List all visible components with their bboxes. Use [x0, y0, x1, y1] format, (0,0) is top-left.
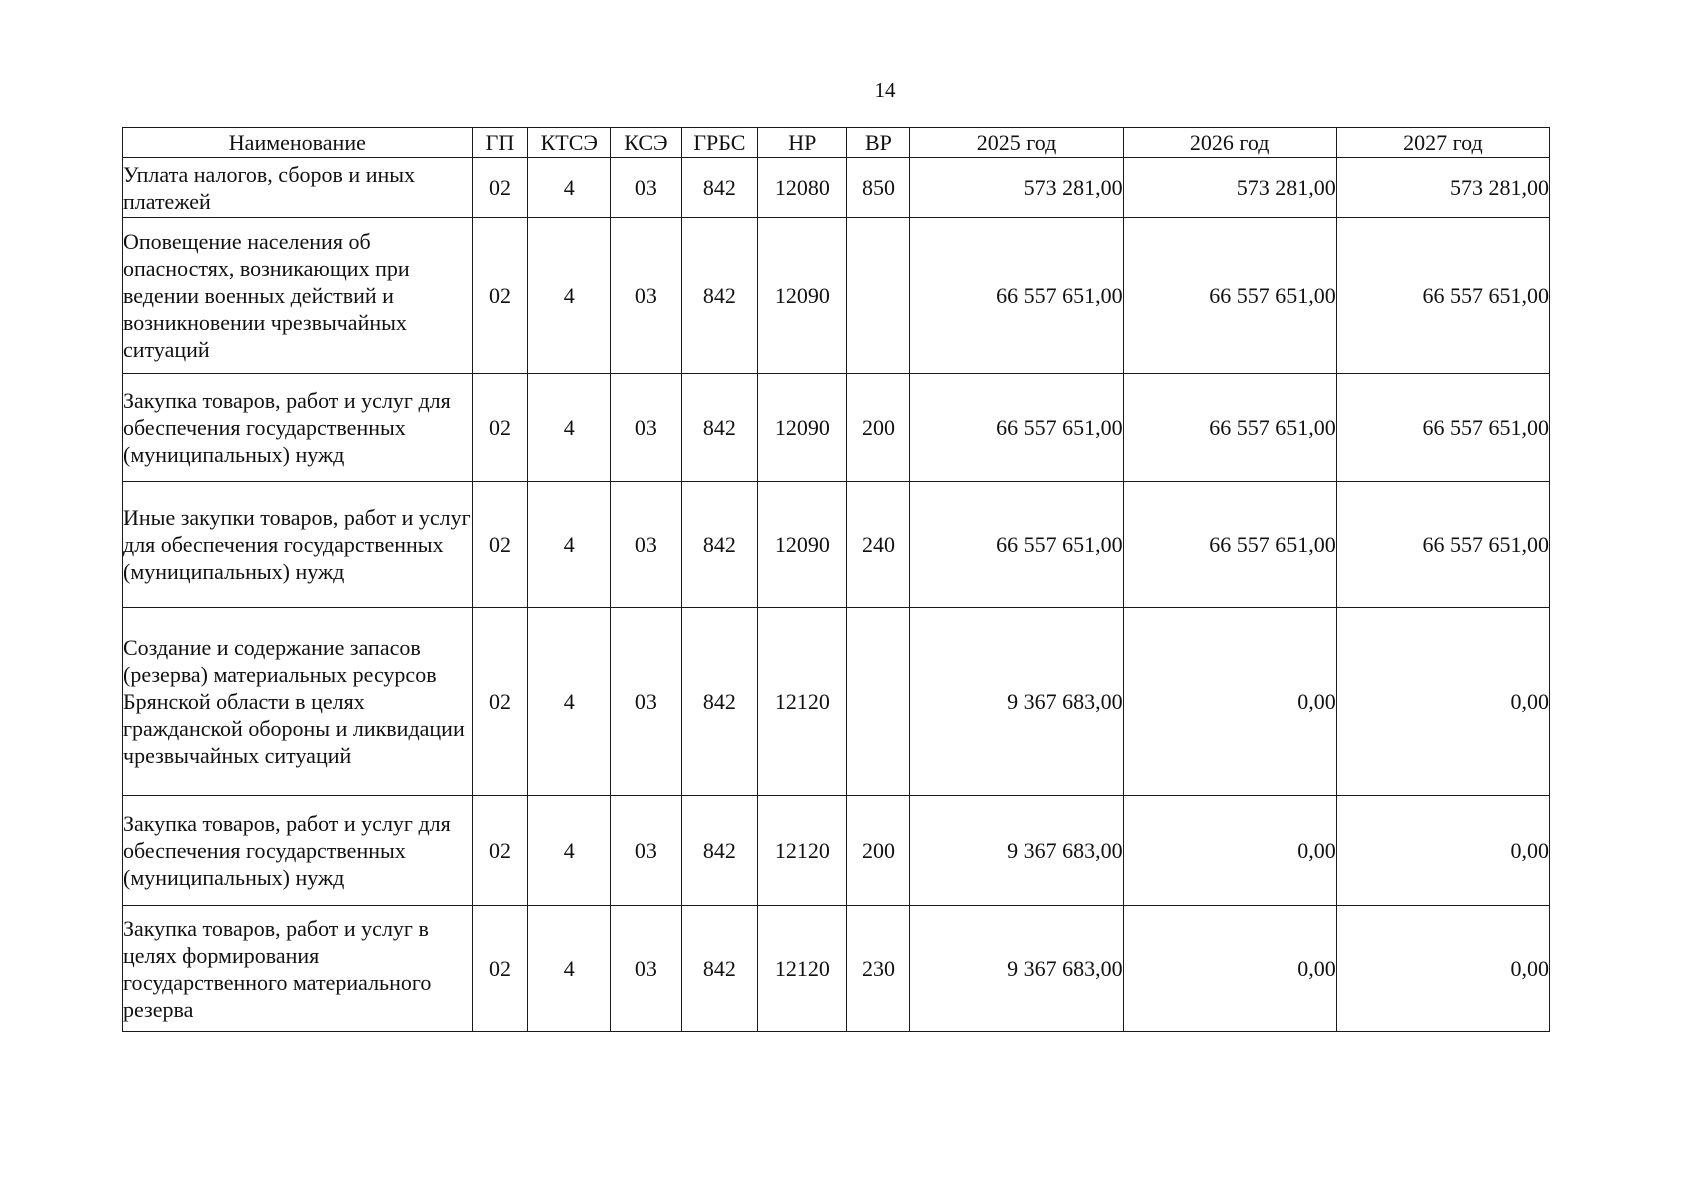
- cell-gp: 02: [472, 906, 528, 1032]
- header-2026: 2026 год: [1123, 128, 1336, 158]
- cell-gp: 02: [472, 482, 528, 608]
- table-row: [123, 482, 1550, 608]
- cell-2025: 9 367 683,00: [910, 906, 1123, 1032]
- cell-2027: 0,00: [1336, 608, 1549, 796]
- cell-2026: 0,00: [1123, 608, 1336, 796]
- cell-nr: 12090: [758, 218, 847, 374]
- cell-grbs: 842: [681, 374, 758, 482]
- cell-nr: 12120: [758, 906, 847, 1032]
- header-ktse: КТСЭ: [528, 128, 611, 158]
- cell-vr: 200: [847, 374, 910, 482]
- cell-vr: 240: [847, 482, 910, 608]
- cell-name: Закупка товаров, работ и услуг для обеспечения государственных (муниципальных) нужд: [123, 796, 473, 906]
- cell-vr: [847, 218, 910, 374]
- cell-2027: 0,00: [1336, 796, 1549, 906]
- cell-name: Оповещение населения об опасностях, возникающих при ведении военных действий и возникновении чрезвычайных ситуаций: [123, 218, 473, 374]
- table-body: [123, 158, 1550, 1032]
- cell-ktse: 4: [528, 906, 611, 1032]
- cell-kse: 03: [611, 482, 681, 608]
- cell-ktse: 4: [528, 158, 611, 218]
- cell-gp: 02: [472, 796, 528, 906]
- cell-nr: 12120: [758, 796, 847, 906]
- table-row: [123, 158, 1550, 218]
- table-row: [123, 608, 1550, 796]
- cell-vr: 850: [847, 158, 910, 218]
- table-row: [123, 374, 1550, 482]
- budget-table: [122, 127, 1550, 1032]
- cell-grbs: 842: [681, 482, 758, 608]
- cell-ktse: 4: [528, 218, 611, 374]
- header-grbs: ГРБС: [681, 128, 758, 158]
- cell-grbs: 842: [681, 158, 758, 218]
- cell-name: Иные закупки товаров, работ и услуг для обеспечения государственных (муниципальных) нужд: [123, 482, 473, 608]
- cell-2026: 66 557 651,00: [1123, 482, 1336, 608]
- cell-name: Создание и содержание запасов (резерва) материальных ресурсов Брянской области в целях гражданской обороны и ликвидации чрезвычайных ситуаций: [123, 608, 473, 796]
- header-row: [123, 128, 1550, 158]
- cell-2026: 0,00: [1123, 906, 1336, 1032]
- cell-ktse: 4: [528, 796, 611, 906]
- table-row: [123, 218, 1550, 374]
- cell-kse: 03: [611, 158, 681, 218]
- cell-ktse: 4: [528, 374, 611, 482]
- cell-2025: 66 557 651,00: [910, 374, 1123, 482]
- cell-kse: 03: [611, 374, 681, 482]
- cell-vr: 230: [847, 906, 910, 1032]
- cell-2027: 0,00: [1336, 906, 1549, 1032]
- cell-2025: 66 557 651,00: [910, 482, 1123, 608]
- cell-2026: 573 281,00: [1123, 158, 1336, 218]
- cell-gp: 02: [472, 218, 528, 374]
- header-gp: ГП: [472, 128, 528, 158]
- cell-2027: 66 557 651,00: [1336, 218, 1549, 374]
- cell-ktse: 4: [528, 482, 611, 608]
- header-2027: 2027 год: [1336, 128, 1549, 158]
- cell-vr: 200: [847, 796, 910, 906]
- cell-nr: 12120: [758, 608, 847, 796]
- cell-grbs: 842: [681, 218, 758, 374]
- cell-name: Закупка товаров, работ и услуг для обеспечения государственных (муниципальных) нужд: [123, 374, 473, 482]
- cell-ktse: 4: [528, 608, 611, 796]
- table-row: [123, 906, 1550, 1032]
- cell-2025: 9 367 683,00: [910, 796, 1123, 906]
- cell-kse: 03: [611, 608, 681, 796]
- cell-gp: 02: [472, 374, 528, 482]
- header-kse: КСЭ: [611, 128, 681, 158]
- cell-gp: 02: [472, 608, 528, 796]
- cell-nr: 12090: [758, 482, 847, 608]
- cell-2026: 66 557 651,00: [1123, 374, 1336, 482]
- table-header: [123, 128, 1550, 158]
- cell-name: Закупка товаров, работ и услуг в целях формирования государственного материального резерва: [123, 906, 473, 1032]
- cell-2027: 66 557 651,00: [1336, 482, 1549, 608]
- page-number: 14: [874, 78, 896, 102]
- cell-2026: 0,00: [1123, 796, 1336, 906]
- cell-2027: 66 557 651,00: [1336, 374, 1549, 482]
- header-name: Наименование: [123, 128, 473, 158]
- cell-2025: 573 281,00: [910, 158, 1123, 218]
- cell-2025: 9 367 683,00: [910, 608, 1123, 796]
- cell-kse: 03: [611, 796, 681, 906]
- cell-grbs: 842: [681, 906, 758, 1032]
- header-2025: 2025 год: [910, 128, 1123, 158]
- header-nr: НР: [758, 128, 847, 158]
- cell-2027: 573 281,00: [1336, 158, 1549, 218]
- cell-grbs: 842: [681, 608, 758, 796]
- cell-gp: 02: [472, 158, 528, 218]
- cell-nr: 12090: [758, 374, 847, 482]
- cell-2026: 66 557 651,00: [1123, 218, 1336, 374]
- cell-vr: [847, 608, 910, 796]
- cell-kse: 03: [611, 218, 681, 374]
- table-row: [123, 796, 1550, 906]
- cell-2025: 66 557 651,00: [910, 218, 1123, 374]
- header-vr: ВР: [847, 128, 910, 158]
- cell-grbs: 842: [681, 796, 758, 906]
- cell-nr: 12080: [758, 158, 847, 218]
- cell-kse: 03: [611, 906, 681, 1032]
- cell-name: Уплата налогов, сборов и иных платежей: [123, 158, 473, 218]
